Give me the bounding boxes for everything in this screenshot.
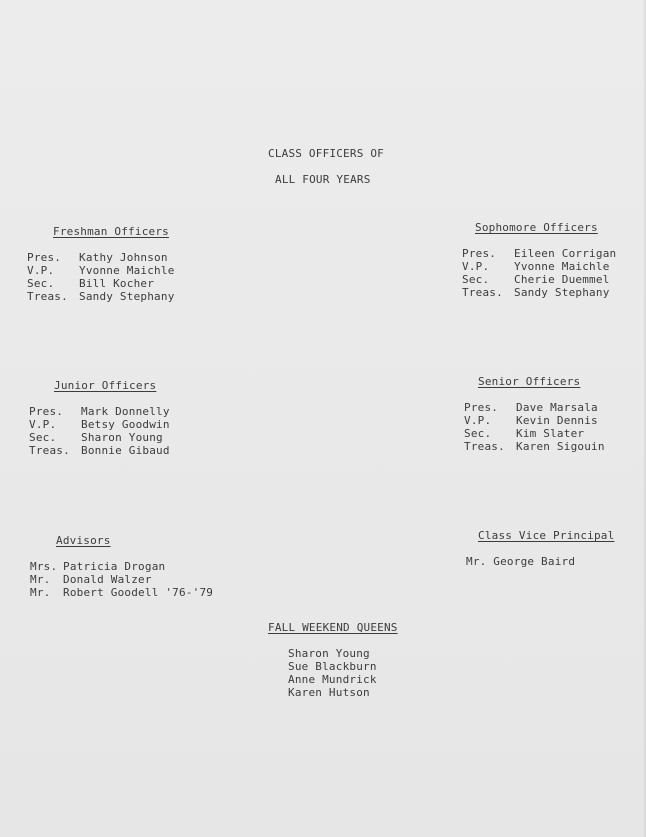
office-label: Treas. [27, 290, 68, 303]
sophomore-row-treasurer [462, 286, 616, 299]
office-label: Pres. [27, 251, 62, 264]
sophomore-officers-section [462, 221, 616, 299]
senior-row-president [464, 401, 605, 414]
officer-name: Sandy Stephany [514, 286, 610, 299]
senior-row-treasurer [464, 440, 605, 453]
title-label: Mr. [30, 586, 51, 599]
officer-name: Dave Marsala [516, 401, 598, 414]
queen-name: Karen Hutson [288, 686, 370, 699]
officer-name: Bill Kocher [79, 277, 155, 290]
officer-name: Eileen Corrigan [514, 247, 617, 260]
document-title-line-2: ALL FOUR YEARS [275, 173, 371, 186]
office-label: Sec. [462, 273, 490, 286]
officer-name: Kathy Johnson [79, 251, 168, 264]
officer-name: Kim Slater [516, 427, 585, 440]
queen-name: Anne Mundrick [288, 673, 377, 686]
senior-row-vice-president [464, 414, 605, 427]
junior-row-vice-president [29, 418, 170, 431]
title-label: Mrs. [30, 560, 58, 573]
queen-name: Sue Blackburn [288, 660, 377, 673]
vice-principal-section [466, 529, 614, 568]
fall-weekend-queens-heading: FALL WEEKEND QUEENS [268, 621, 398, 634]
sophomore-row-vice-president [462, 260, 616, 273]
advisor-row [30, 573, 213, 586]
advisor-name: Robert Goodell '76-'79 [63, 586, 214, 599]
junior-officers-heading: Junior Officers [54, 379, 157, 392]
junior-row-secretary [29, 431, 170, 444]
sophomore-officers-heading: Sophomore Officers [475, 221, 598, 234]
document-title-line-1: CLASS OFFICERS OF [268, 147, 384, 160]
officer-name: Yvonne Maichle [79, 264, 175, 277]
officer-name: Karen Sigouin [516, 440, 605, 453]
office-label: V.P. [462, 260, 490, 273]
freshman-officers-section [27, 225, 175, 303]
freshman-row-secretary [27, 277, 175, 290]
office-label: Sec. [29, 431, 57, 444]
title-label: Mr. [30, 573, 51, 586]
office-label: Treas. [29, 444, 70, 457]
sophomore-row-secretary [462, 273, 616, 286]
junior-row-treasurer [29, 444, 170, 457]
freshman-row-treasurer [27, 290, 175, 303]
sophomore-row-president [462, 247, 616, 260]
office-label: Treas. [462, 286, 503, 299]
office-label: V.P. [29, 418, 57, 431]
freshman-row-vice-president [27, 264, 175, 277]
fall-weekend-queens-section [268, 621, 398, 699]
office-label: Sec. [464, 427, 492, 440]
officer-name: Mark Donnelly [81, 405, 170, 418]
vice-principal-heading: Class Vice Principal [478, 529, 615, 542]
advisor-row [30, 560, 213, 573]
office-label: Pres. [464, 401, 499, 414]
office-label: Pres. [29, 405, 64, 418]
office-label: V.P. [27, 264, 55, 277]
office-label: Sec. [27, 277, 55, 290]
office-label: V.P. [464, 414, 492, 427]
office-label: Pres. [462, 247, 497, 260]
officer-name: Sharon Young [81, 431, 163, 444]
office-label: Treas. [464, 440, 505, 453]
advisor-row [30, 586, 213, 599]
junior-row-president [29, 405, 170, 418]
freshman-row-president [27, 251, 175, 264]
officer-name: Sandy Stephany [79, 290, 175, 303]
officer-name: Bonnie Gibaud [81, 444, 170, 457]
advisors-section [30, 534, 213, 599]
officer-name: Kevin Dennis [516, 414, 598, 427]
officer-name: Cherie Duemmel [514, 273, 610, 286]
freshman-officers-heading: Freshman Officers [53, 225, 169, 238]
advisors-heading: Advisors [56, 534, 111, 547]
senior-officers-section [464, 375, 605, 453]
senior-row-secretary [464, 427, 605, 440]
advisor-name: Donald Walzer [63, 573, 152, 586]
junior-officers-section [29, 379, 170, 457]
officer-name: Yvonne Maichle [514, 260, 610, 273]
vice-principal-name: Mr. George Baird [466, 555, 576, 568]
queen-name: Sharon Young [288, 647, 370, 660]
senior-officers-heading: Senior Officers [478, 375, 581, 388]
officer-name: Betsy Goodwin [81, 418, 170, 431]
advisor-name: Patricia Drogan [63, 560, 166, 573]
